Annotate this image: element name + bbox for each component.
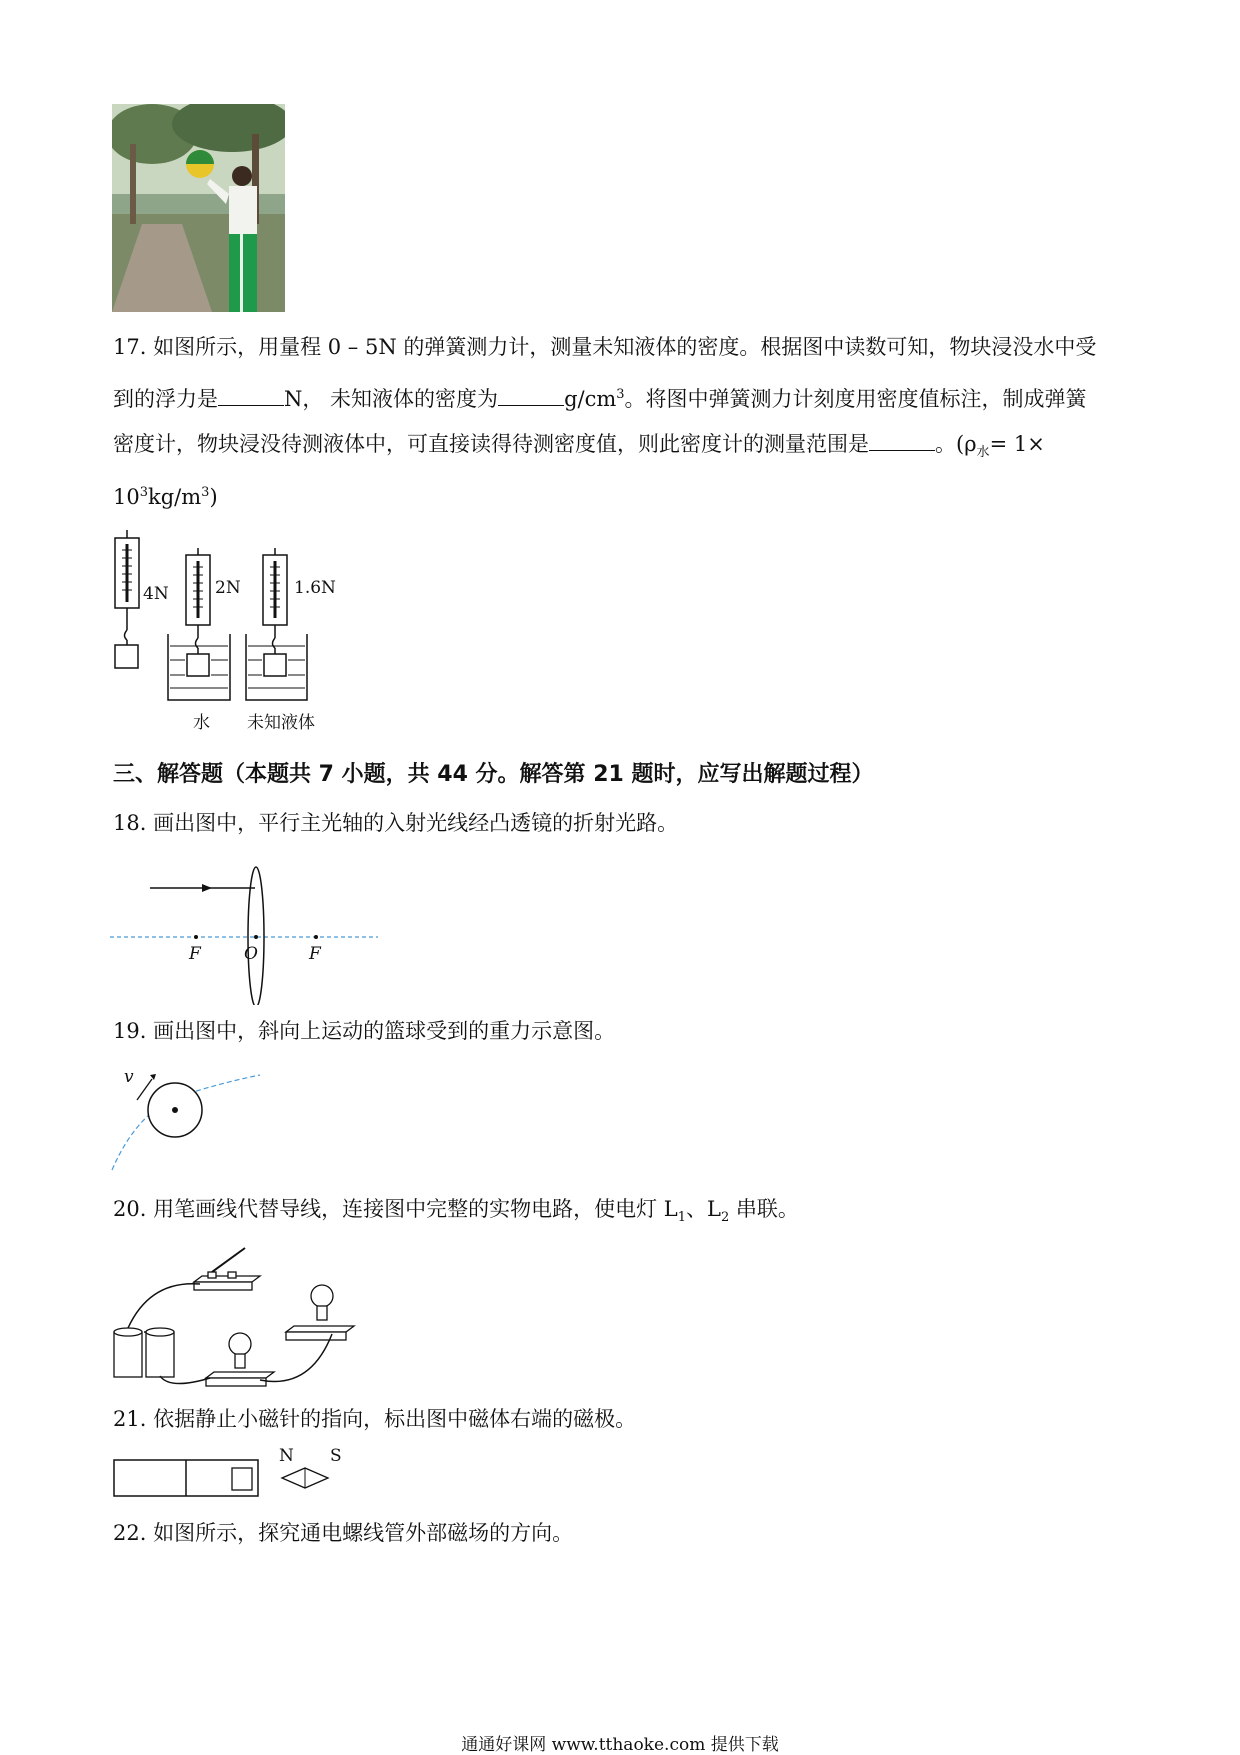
scale-reading-unknown: 1.6N <box>294 578 336 598</box>
section-heading: 三、解答题（本题共 7 小题，共 44 分。解答第 21 题时，应写出解题过程） <box>113 762 874 787</box>
answer-blank-buoyancy[interactable] <box>218 383 284 406</box>
q17-line4: $10^3kg/m^3$) <box>113 485 218 509</box>
page-footer: 通通好课网 www.tthaoke.com 提供下载 <box>461 1735 779 1755</box>
label-focus-right: F <box>309 944 321 964</box>
label-north: N <box>279 1446 294 1466</box>
label-unknown-liquid: 未知液体 <box>247 713 315 733</box>
label-optical-center: O <box>244 944 258 964</box>
answer-blank-density[interactable] <box>498 383 564 406</box>
scale-reading-air: 4N <box>143 584 169 604</box>
basketball-figure <box>110 1065 270 1175</box>
spring-scale-figure <box>110 530 350 733</box>
answer-blank-range[interactable] <box>869 428 935 451</box>
label-water: 水 <box>193 713 210 733</box>
scale-reading-water: 2N <box>215 578 241 598</box>
q18-text: 18. 画出图中，平行主光轴的入射光线经凸透镜的折射光路。 <box>113 811 679 835</box>
q20-text: 20. 用笔画线代替导线，连接图中完整的实物电路，使电灯 $L_1$、$L_2$ 串联。 <box>113 1197 799 1226</box>
q19-text: 19. 画出图中，斜向上运动的篮球受到的重力示意图。 <box>113 1019 616 1043</box>
label-focus-left: F <box>189 944 201 964</box>
magnet-figure <box>112 1446 352 1500</box>
volleyball-photo <box>112 104 285 312</box>
circuit-figure <box>110 1240 370 1400</box>
label-velocity: v <box>124 1067 134 1087</box>
label-south: S <box>330 1446 342 1466</box>
q17-line1: 17. 如图所示，用量程 0 – 5N 的弹簧测力计，测量未知液体的密度。根据图中读数可知，物块浸没水中受 <box>113 335 1097 359</box>
q17-line2: 到的浮力是 N， 未知液体的密度为 $g/cm^3$。将图中弹簧测力计刻度用密度值标注，制成弹簧 <box>113 380 1087 414</box>
q22-text: 22. 如图所示，探究通电螺线管外部磁场的方向。 <box>113 1521 574 1545</box>
q21-text: 21. 依据静止小磁针的指向，标出图中磁体右端的磁极。 <box>113 1407 637 1431</box>
convex-lens-figure <box>110 860 380 1005</box>
q17-line3: 密度计，物块浸没待测液体中，可直接读得待测密度值，则此密度计的测量范围是 。($\rho_水= 1\times$ <box>113 428 1045 468</box>
